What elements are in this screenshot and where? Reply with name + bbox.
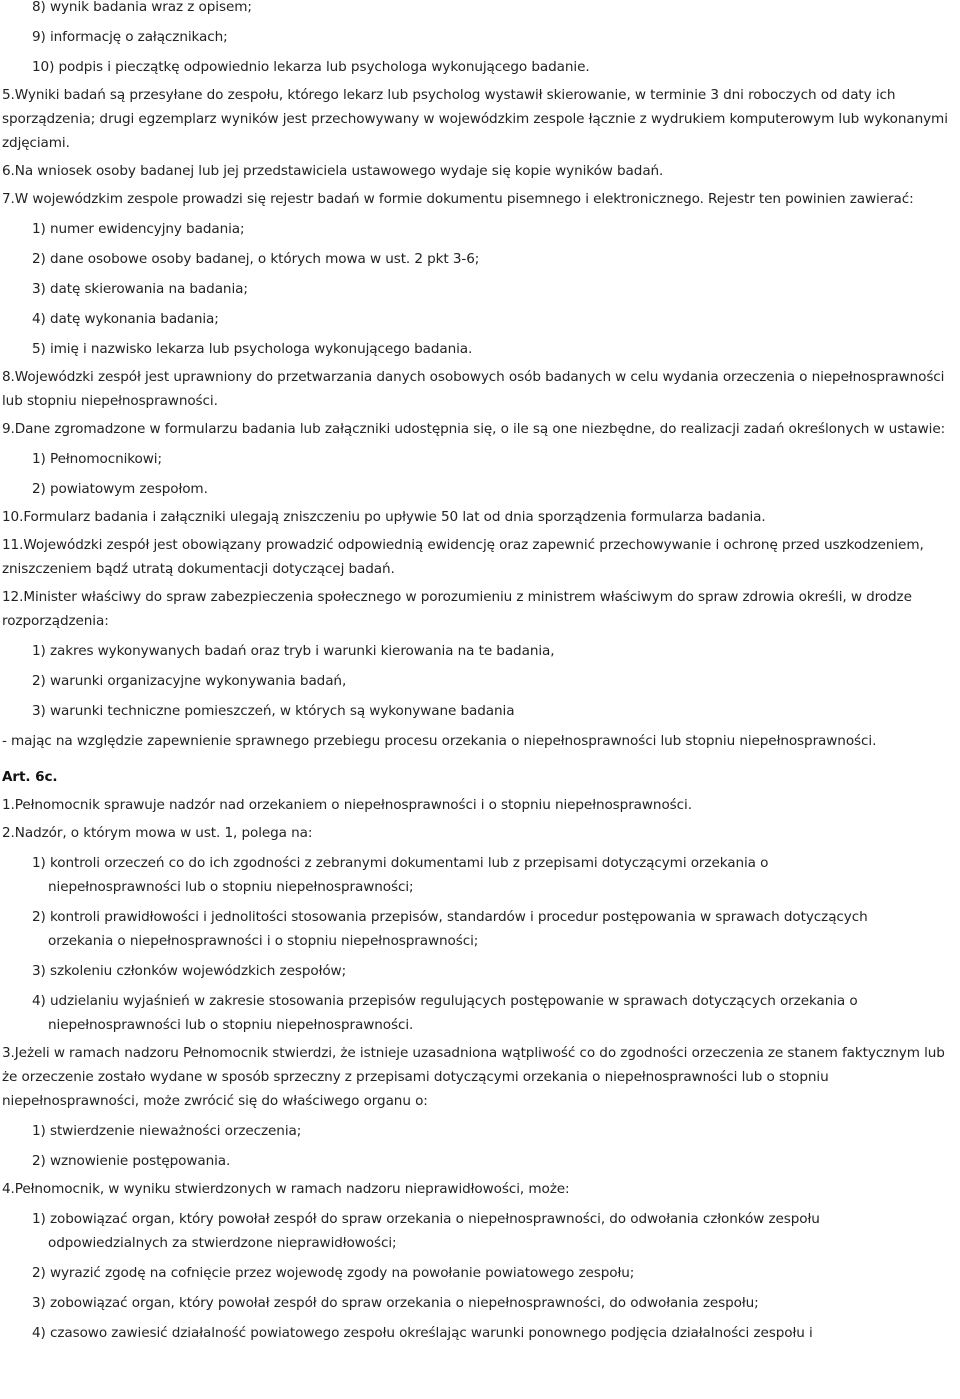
list-item-line: 1) zobowiązać organ, który powołał zespół do spraw orzekania o niepełnosprawności, do odwołania członków zespołu <box>32 1211 820 1227</box>
article-heading: Art. 6c. <box>2 769 58 785</box>
list-item <box>0 1207 960 1255</box>
list-item-line: niepełnosprawności lub o stopniu niepełnosprawności. <box>48 1017 414 1033</box>
list-item-line: 4) udzielaniu wyjaśnień w zakresie stosowania przepisów regulujących postępowanie w sprawach dotyczących orzekania o <box>32 993 858 1009</box>
list-item-line: orzekania o niepełnosprawności i o stopniu niepełnosprawności; <box>48 933 479 949</box>
list-item <box>0 989 960 1037</box>
list-item: 2) wznowienie postępowania. <box>32 1153 231 1169</box>
list-item-line: niepełnosprawności lub o stopniu niepełnosprawności; <box>48 879 414 895</box>
list-item: 3) datę skierowania na badania; <box>32 281 248 297</box>
paragraph: 10.Formularz badania i załączniki ulegają zniszczeniu po upływie 50 lat od dnia sporządzenia formularza badania. <box>2 509 766 525</box>
list-item: 8) wynik badania wraz z opisem; <box>32 0 252 15</box>
list-item: 1) stwierdzenie nieważności orzeczenia; <box>32 1123 302 1139</box>
list-item: 1) zakres wykonywanych badań oraz tryb i warunki kierowania na te badania, <box>32 643 555 659</box>
paragraph: 7.W wojewódzkim zespole prowadzi się rejestr badań w formie dokumentu pisemnego i elektronicznego. Rejestr ten powinien zawierać: <box>2 191 914 207</box>
paragraph: 8.Wojewódzki zespół jest uprawniony do przetwarzania danych osobowych osób badanych w celu wydania orzeczenia o niepełnosprawności lub stopniu niepełnosprawności. <box>2 369 945 409</box>
paragraph: - mając na względzie zapewnienie sprawnego przebiegu procesu orzekania o niepełnosprawności lub stopniu niepełnosprawności. <box>2 733 877 749</box>
list-item: 1) numer ewidencyjny badania; <box>32 221 245 237</box>
paragraph: 2.Nadzór, o którym mowa w ust. 1, polega na: <box>2 825 313 841</box>
paragraph: 4.Pełnomocnik, w wyniku stwierdzonych w ramach nadzoru nieprawidłowości, może: <box>2 1181 570 1197</box>
list-item <box>0 905 960 953</box>
paragraph: 3.Jeżeli w ramach nadzoru Pełnomocnik stwierdzi, że istnieje uzasadniona wątpliwość co do zgodności orzeczenia ze stanem faktycznym lub że orzeczenie zostało wydane w sposób sprzeczny z przepisami dotyczącymi orzekania o niepełnosprawności lub o stopniu niepełnosprawności, może zwrócić się do właściwego organu o: <box>2 1045 945 1109</box>
paragraph: 5.Wyniki badań są przesyłane do zespołu, którego lekarz lub psycholog wystawił skierowanie, w terminie 3 dni roboczych od daty ich sporządzenia; drugi egzemplarz wyników jest przechowywany w wojewódzkim zespole łącznie z wydrukiem komputerowym lub wykonanymi zdjęciami. <box>2 87 948 151</box>
list-item: 5) imię i nazwisko lekarza lub psychologa wykonującego badania. <box>32 341 473 357</box>
paragraph: 11.Wojewódzki zespół jest obowiązany prowadzić odpowiednią ewidencję oraz zapewnić przechowywanie i ochronę przed uszkodzeniem, zniszczeniem bądź utratą dokumentacji dotyczącej badań. <box>2 537 924 577</box>
list-item <box>0 851 960 899</box>
paragraph: 12.Minister właściwy do spraw zabezpieczenia społecznego w porozumieniu z ministrem właściwym do spraw zdrowia określi, w drodze rozporządzenia: <box>2 589 912 629</box>
list-item: 2) powiatowym zespołom. <box>32 481 208 497</box>
list-item-line: 1) kontroli orzeczeń co do ich zgodności z zebranymi dokumentami lub z przepisami dotyczącymi orzekania o <box>32 855 769 871</box>
list-item: 2) warunki organizacyjne wykonywania badań, <box>32 673 347 689</box>
list-item: 3) warunki techniczne pomieszczeń, w których są wykonywane badania <box>32 703 515 719</box>
list-item: 3) szkoleniu członków wojewódzkich zespołów; <box>32 963 347 979</box>
list-item: 4) datę wykonania badania; <box>32 311 219 327</box>
paragraph: 1.Pełnomocnik sprawuje nadzór nad orzekaniem o niepełnosprawności i o stopniu niepełnosprawności. <box>2 797 692 813</box>
list-item: 9) informację o załącznikach; <box>32 29 228 45</box>
list-item: 4) czasowo zawiesić działalność powiatowego zespołu określając warunki ponownego podjęcia działalności zespołu i <box>32 1325 813 1341</box>
list-item: 2) dane osobowe osoby badanej, o których mowa w ust. 2 pkt 3-6; <box>32 251 480 267</box>
list-item: 1) Pełnomocnikowi; <box>32 451 162 467</box>
list-item: 10) podpis i pieczątkę odpowiednio lekarza lub psychologa wykonującego badanie. <box>32 59 590 75</box>
list-item: 2) wyrazić zgodę na cofnięcie przez wojewodę zgody na powołanie powiatowego zespołu; <box>32 1265 635 1281</box>
list-item: 3) zobowiązać organ, który powołał zespół do spraw orzekania o niepełnosprawności, do odwołania zespołu; <box>32 1295 759 1311</box>
list-item-line: 2) kontroli prawidłowości i jednolitości stosowania przepisów, standardów i procedur postępowania w sprawach dotyczących <box>32 909 868 925</box>
paragraph: 9.Dane zgromadzone w formularzu badania lub załączniki udostępnia się, o ile są one niezbędne, do realizacji zadań określonych w ustawie: <box>2 421 946 437</box>
paragraph: 6.Na wniosek osoby badanej lub jej przedstawiciela ustawowego wydaje się kopie wyników badań. <box>2 163 664 179</box>
list-item-line: odpowiedzialnych za stwierdzone nieprawidłowości; <box>48 1235 397 1251</box>
